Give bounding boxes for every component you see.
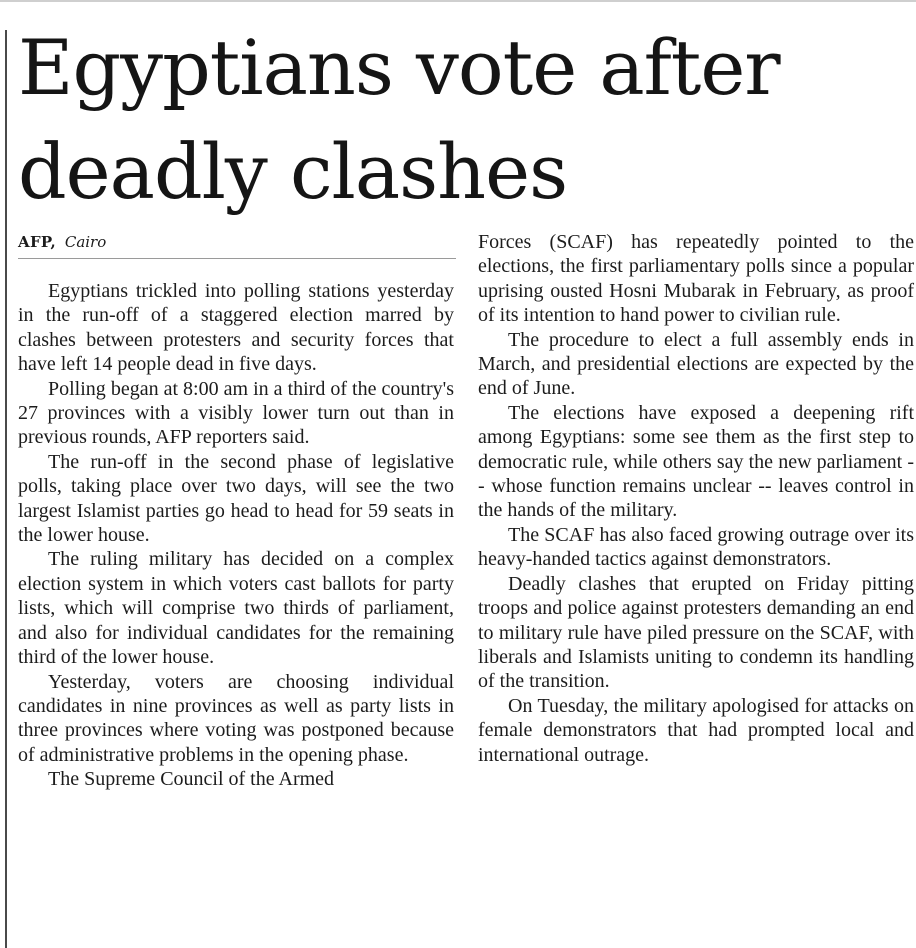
paragraph-6-continued: Forces (SCAF) has repeatedly pointed to the elections, the first parliamentary polls since a popular uprising ousted Hosni Mubarak in February, as proof of its intention to hand power to civilian rule. [478, 231, 914, 327]
paragraph-9: The SCAF has also faced growing outrage over its heavy-handed tactics against demonstrators. [478, 523, 914, 571]
paragraph-7: The procedure to elect a full assembly ends in March, and presidential elections are expected by the end of June. [478, 328, 914, 400]
paragraph-3: The run-off in the second phase of legislative polls, taking place over two days, will see the two largest Islamist parties go head to head for 59 seats in the lower house. [18, 450, 454, 547]
top-border [0, 0, 916, 2]
dateline [18, 232, 456, 259]
paragraph-6-start: The Supreme Council of the Armed [48, 768, 335, 791]
paragraph-2: Polling began at 8:00 am in a third of the country's 27 provinces with a visibly lower turn out than in previous rounds, AFP reporters said. [18, 377, 454, 449]
paragraph-1: Egyptians trickled into polling stations yesterday in the run-off of a staggered election marred by clashes between protesters and security forces that have left 14 people dead in five days. [18, 280, 454, 376]
headline: Egyptians vote after deadly clashes [18, 23, 780, 216]
paragraph-10: Deadly clashes that erupted on Friday pitting troops and police against protesters demanding an end to military rule have piled pressure on the SCAF, with liberals and Islamists uniting to condemn its handling of the transition. [478, 572, 914, 693]
paragraph-11: On Tuesday, the military apologised for attacks on female demonstrators that had prompted local and international outrage. [478, 694, 914, 766]
paragraph-8: The elections have exposed a deepening rift among Egyptians: some see them as the first step to democratic rule, while others say the new parliament -- whose function remains unclear -- leaves control in the hands of the military. [478, 401, 914, 522]
paragraph-4: The ruling military has decided on a complex election system in which voters cast ballots for party lists, which will comprise two thirds of parliament, and also for individual candidates for the remaining third of the lower house. [18, 548, 454, 669]
byline-agency: AFP, [18, 233, 57, 251]
left-column-rule [5, 30, 7, 948]
byline-location: Cairo [64, 233, 107, 251]
paragraph-5: Yesterday, voters are choosing individual candidates in nine provinces as well as party lists in three provinces where voting was postponed because of administrative problems in the opening phase. [18, 670, 454, 766]
article-column-left [18, 279, 454, 792]
article-column-right [478, 230, 914, 767]
